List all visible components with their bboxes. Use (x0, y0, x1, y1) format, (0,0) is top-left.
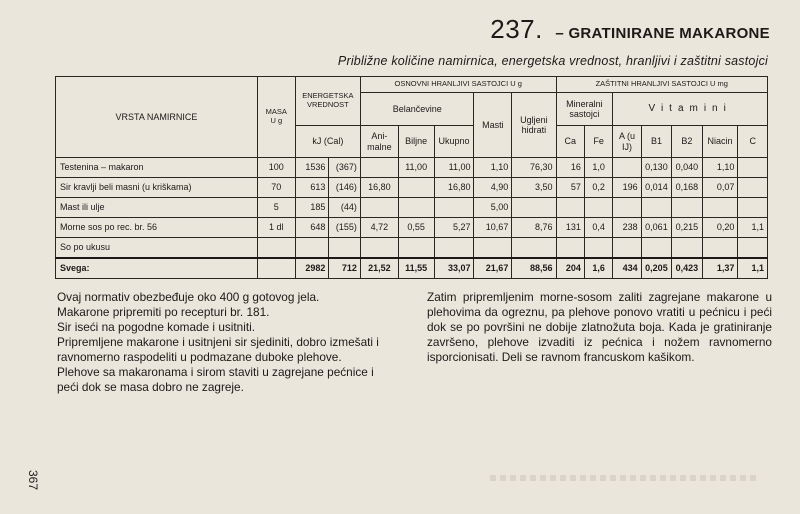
cell-carbs: 3,50 (512, 178, 556, 198)
cell-name: Testenina – makaron (56, 158, 258, 178)
animal-header: Ani- malne (360, 126, 398, 158)
paragraph: Zatim pripremljenim morne-sosom zaliti zagrejane makarone u plehovima da ogreznu, pa plehove ponovo vratiti u pećnicu i peći dok se po površini ne dobije zlatnožuta boja. Kada je gratiniranje završeno, plehove izvaditi iz pećnica i nožem ravnomerno isporcionisati. Deli se ravnom francuskom kašikom. (427, 290, 772, 364)
paragraph: Pripremljene makarone i usitnjeni sir sjediniti, dobro izmešati i ravnomerno raspodeliti u podmazane duboke plehove. Plehove sa makaronama i sirom staviti u zagrejane pećnice i peći dok se masa dobro ne zagreje. (57, 335, 379, 394)
cell-cal: (155) (329, 218, 361, 238)
cell-kj: 1536 (295, 158, 329, 178)
cell-plant: 11,00 (398, 158, 434, 178)
cell-fat: 21,67 (474, 258, 512, 279)
cell-mass: 1 dl (257, 218, 295, 238)
cell-animal: 16,80 (360, 178, 398, 198)
cell-total: 5,27 (434, 218, 474, 238)
cell-fat: 5,00 (474, 198, 512, 218)
cell-niacin: 0,07 (702, 178, 738, 198)
cell-kj: 648 (295, 218, 329, 238)
fat-header: Masti (474, 93, 512, 158)
table-row (56, 218, 768, 238)
vitamin-b2-header: B2 (672, 126, 702, 158)
cell-niacin: 1,10 (702, 158, 738, 178)
cell-cal: 712 (329, 258, 361, 279)
cell-ca (556, 198, 584, 218)
cell-kj: 185 (295, 198, 329, 218)
cell-niacin: 1,37 (702, 258, 738, 279)
paragraph: Ovaj normativ obezbeđuje oko 400 g gotovog jela. (57, 290, 320, 304)
cell-b1: 0,014 (641, 178, 671, 198)
plant-header: Biljne (398, 126, 434, 158)
cell-fat (474, 238, 512, 259)
total-row (56, 258, 768, 279)
niacin-header: Niacin (702, 126, 738, 158)
vitamin-c-header: C (738, 126, 768, 158)
vitamin-a-header: A (u IJ) (613, 126, 641, 158)
cell-a (613, 198, 641, 218)
recipe-title: – GRATINIRANE MAKARONE (555, 25, 770, 42)
protective-nutrients-header: ZAŠTITNI HRANLJIVI SASTOJCI U mg (556, 77, 767, 93)
cell-carbs: 88,56 (512, 258, 556, 279)
paragraph: Makarone pripremiti po recepturi br. 181. (57, 305, 270, 319)
vitamins-header: Vitamini (613, 93, 768, 126)
cell-mass: 5 (257, 198, 295, 218)
cell-mass: 100 (257, 158, 295, 178)
cell-b1: 0,061 (641, 218, 671, 238)
table-subtitle: Približne količine namirnica, energetska vrednost, hranljivi i zaštitni sastojci (337, 54, 768, 68)
cell-fe (584, 198, 612, 218)
cell-kj (295, 238, 329, 259)
cell-kj: 2982 (295, 258, 329, 279)
cell-carbs: 76,30 (512, 158, 556, 178)
cell-b1 (641, 198, 671, 218)
cell-fe: 0,2 (584, 178, 612, 198)
cell-mass: 70 (257, 178, 295, 198)
vitamin-b1-header: B1 (641, 126, 671, 158)
cell-fe: 1,6 (584, 258, 612, 279)
kj-cal-header: kJ (Cal) (295, 126, 360, 158)
cell-b2: 0,168 (672, 178, 702, 198)
cell-cal: (146) (329, 178, 361, 198)
page-number: 367 (26, 470, 40, 491)
cell-ca: 16 (556, 158, 584, 178)
cell-name: Mast ili ulje (56, 198, 258, 218)
bleed-through-noise (490, 475, 760, 481)
ca-header: Ca (556, 126, 584, 158)
minerals-header: Mineralni sastojci (556, 93, 613, 126)
cell-ca: 204 (556, 258, 584, 279)
cell-animal (360, 158, 398, 178)
cell-c (738, 178, 768, 198)
cell-c (738, 158, 768, 178)
cell-b1: 0,205 (641, 258, 671, 279)
cell-b1 (641, 238, 671, 259)
cell-fat: 4,90 (474, 178, 512, 198)
table-row (56, 198, 768, 218)
cell-b1: 0,130 (641, 158, 671, 178)
cell-ca: 131 (556, 218, 584, 238)
mass-header (257, 77, 295, 158)
basic-nutrients-header: OSNOVNI HRANLJIVI SASTOJCI U g (360, 77, 556, 93)
cell-animal (360, 238, 398, 259)
cell-b2 (672, 198, 702, 218)
cell-name: Svega: (56, 258, 258, 279)
recipe-number: 237. (490, 14, 543, 44)
table-row (56, 238, 768, 259)
cell-c: 1,1 (738, 258, 768, 279)
table-body (56, 158, 768, 279)
cell-a: 238 (613, 218, 641, 238)
cell-a: 196 (613, 178, 641, 198)
preparation-text-left (57, 290, 387, 395)
cell-animal (360, 198, 398, 218)
cell-total (434, 238, 474, 259)
cell-plant (398, 198, 434, 218)
table-row (56, 178, 768, 198)
mass-header-unit: U g (270, 116, 283, 125)
cell-cal (329, 238, 361, 259)
cell-mass (257, 258, 295, 279)
cell-fat: 10,67 (474, 218, 512, 238)
cell-b2: 0,423 (672, 258, 702, 279)
preparation-text-right (427, 290, 772, 365)
cell-total: 33,07 (434, 258, 474, 279)
cell-ca (556, 238, 584, 259)
cell-plant: 0,55 (398, 218, 434, 238)
total-header: Ukupno (434, 126, 474, 158)
cell-mass (257, 238, 295, 259)
cell-ca: 57 (556, 178, 584, 198)
cell-carbs (512, 198, 556, 218)
cell-c (738, 238, 768, 259)
fe-header: Fe (584, 126, 612, 158)
cell-animal: 21,52 (360, 258, 398, 279)
cell-name: So po ukusu (56, 238, 258, 259)
carbs-header: Ugljeni hidrati (512, 93, 556, 158)
cell-cal: (367) (329, 158, 361, 178)
cell-a (613, 238, 641, 259)
cell-a (613, 158, 641, 178)
cell-fe (584, 238, 612, 259)
cell-fat: 1,10 (474, 158, 512, 178)
paragraph: Sir iseći na pogodne komade i usitniti. (57, 320, 256, 334)
cell-plant: 11,55 (398, 258, 434, 279)
cell-animal: 4,72 (360, 218, 398, 238)
cell-name: Sir kravlji beli masni (u kriškama) (56, 178, 258, 198)
cell-c: 1,1 (738, 218, 768, 238)
cell-b2 (672, 238, 702, 259)
mass-header-label: MASA (265, 107, 287, 117)
nutrition-table (55, 76, 768, 279)
energy-header: ENERGETSKA VREDNOST (295, 77, 360, 126)
cell-niacin (702, 198, 738, 218)
cell-plant (398, 238, 434, 259)
cell-niacin (702, 238, 738, 259)
cell-cal: (44) (329, 198, 361, 218)
item-header: VRSTA NAMIRNICE (56, 77, 258, 158)
cell-total: 11,00 (434, 158, 474, 178)
cell-kj: 613 (295, 178, 329, 198)
cell-niacin: 0,20 (702, 218, 738, 238)
cell-total (434, 198, 474, 218)
cell-a: 434 (613, 258, 641, 279)
cell-name: Morne sos po rec. br. 56 (56, 218, 258, 238)
protein-header: Belančevine (360, 93, 474, 126)
cell-b2: 0,040 (672, 158, 702, 178)
cell-fe: 1,0 (584, 158, 612, 178)
cell-c (738, 198, 768, 218)
cell-b2: 0,215 (672, 218, 702, 238)
cell-total: 16,80 (434, 178, 474, 198)
cell-plant (398, 178, 434, 198)
page-header (490, 14, 770, 45)
cell-carbs: 8,76 (512, 218, 556, 238)
cell-carbs (512, 238, 556, 259)
table-row (56, 158, 768, 178)
cell-fe: 0,4 (584, 218, 612, 238)
